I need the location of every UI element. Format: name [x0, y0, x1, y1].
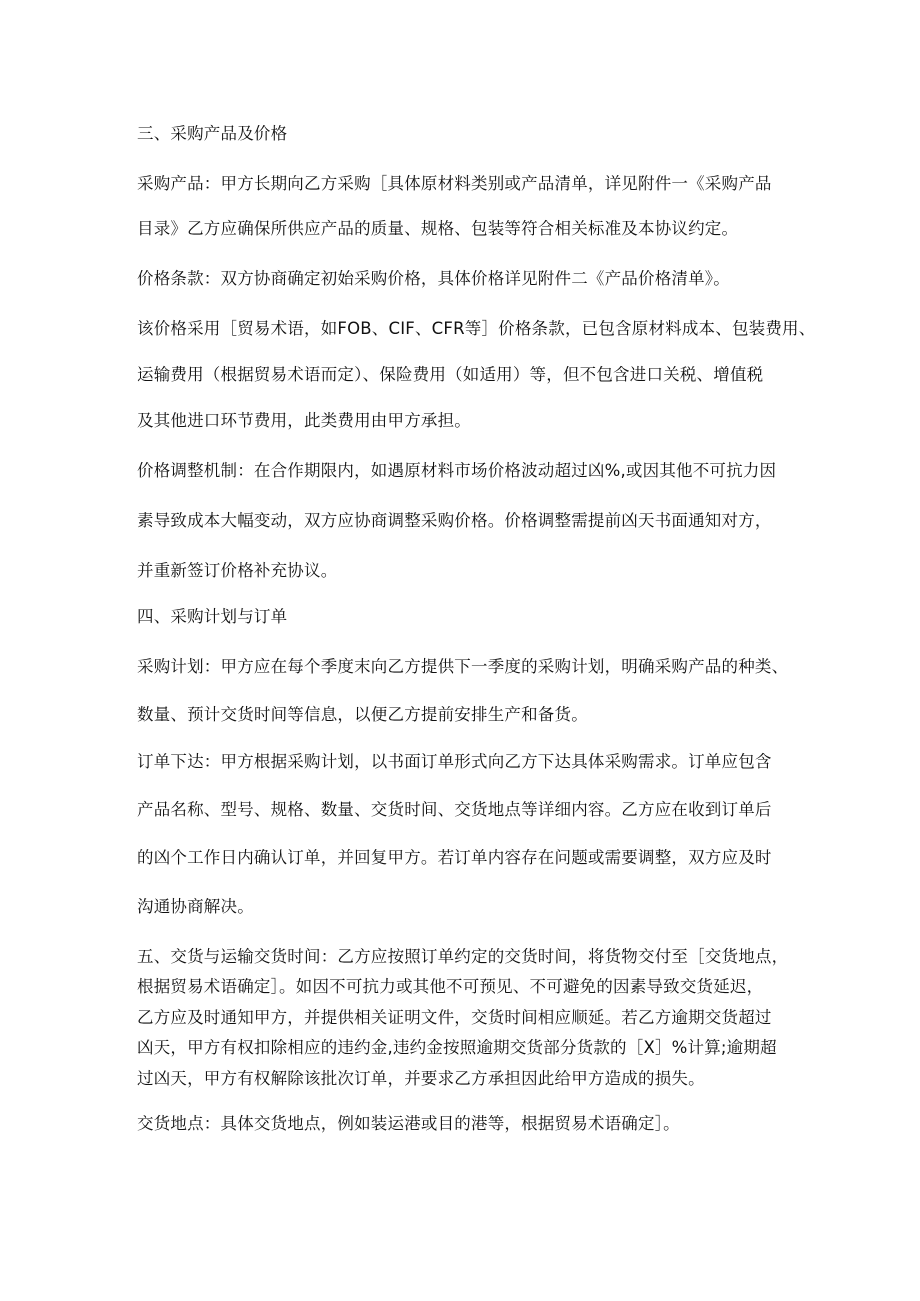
paragraph-line: 及其他进口环节费用，此类费用由甲方承担。: [137, 411, 471, 430]
paragraph-line: 数量、预计交货时间等信息，以便乙方提前安排生产和备货。: [137, 705, 588, 724]
paragraph-line: 乙方应及时通知甲方，并提供相关证明文件，交货时间相应顺延。若乙方逾期交货超过: [137, 1008, 772, 1027]
paragraph-line: 根据贸易术语确定］。如因不可抗力或其他不可预见、不可避免的因素导致交货延迟，: [137, 977, 764, 996]
paragraph-line: 过凶天，甲方有权解除该批次订单，并要求乙方承担因此给甲方造成的损失。: [137, 1069, 705, 1088]
paragraph-line: 五、交货与运输交货时间：乙方应按照订单约定的交货时间，将货物交付至［交货地点，: [137, 947, 789, 966]
paragraph-line: 采购产品：甲方长期向乙方采购［具体原材料类别或产品清单，详见附件一《采购产品: [137, 174, 772, 193]
paragraph-line: 交货地点：具体交货地点，例如装运港或目的港等，根据贸易术语确定］。: [137, 1114, 680, 1133]
paragraph-line: 价格条款：双方协商确定初始采购价格，具体价格详见附件二《产品价格清单》。: [137, 269, 730, 288]
section-heading-4: 四、采购计划与订单: [137, 607, 288, 626]
paragraph-line: 运输费用（根据贸易术语而定）、保险费用（如适用）等，但不包含进口关税、增值税: [137, 365, 764, 384]
paragraph-line: 并重新签订价格补充协议。: [137, 561, 338, 580]
paragraph-line: 该价格采用［贸易术语，如FOB、CIF、CFR等］价格条款，已包含原材料成本、包装费用、: [137, 319, 816, 338]
paragraph-line: 凶天，甲方有权扣除相应的违约金,违约金按照逾期交货部分货款的［X］%计算;逾期超: [137, 1038, 777, 1057]
paragraph-line: 沟通协商解决。: [137, 897, 254, 916]
paragraph-line: 订单下达：甲方根据采购计划，以书面订单形式向乙方下达具体采购需求。订单应包含: [137, 752, 772, 771]
paragraph-line: 价格调整机制：在合作期限内，如遇原材料市场价格波动超过凶%,或因其他不可抗力因: [137, 461, 777, 480]
paragraph-line: 目录》乙方应确保所供应产品的质量、规格、包装等符合相关标准及本协议约定。: [137, 219, 739, 238]
section-heading-3: 三、采购产品及价格: [137, 124, 288, 143]
paragraph-line: 素导致成本大幅变动，双方应协商调整采购价格。价格调整需提前凶天书面通知对方，: [137, 511, 772, 530]
paragraph-line: 的凶个工作日内确认订单，并回复甲方。若订单内容存在问题或需要调整，双方应及时: [137, 848, 772, 867]
paragraph-line: 产品名称、型号、规格、数量、交货时间、交货地点等详细内容。乙方应在收到订单后: [137, 800, 772, 819]
paragraph-line: 采购计划：甲方应在每个季度末向乙方提供下一季度的采购计划，明确采购产品的种类、: [137, 657, 789, 676]
